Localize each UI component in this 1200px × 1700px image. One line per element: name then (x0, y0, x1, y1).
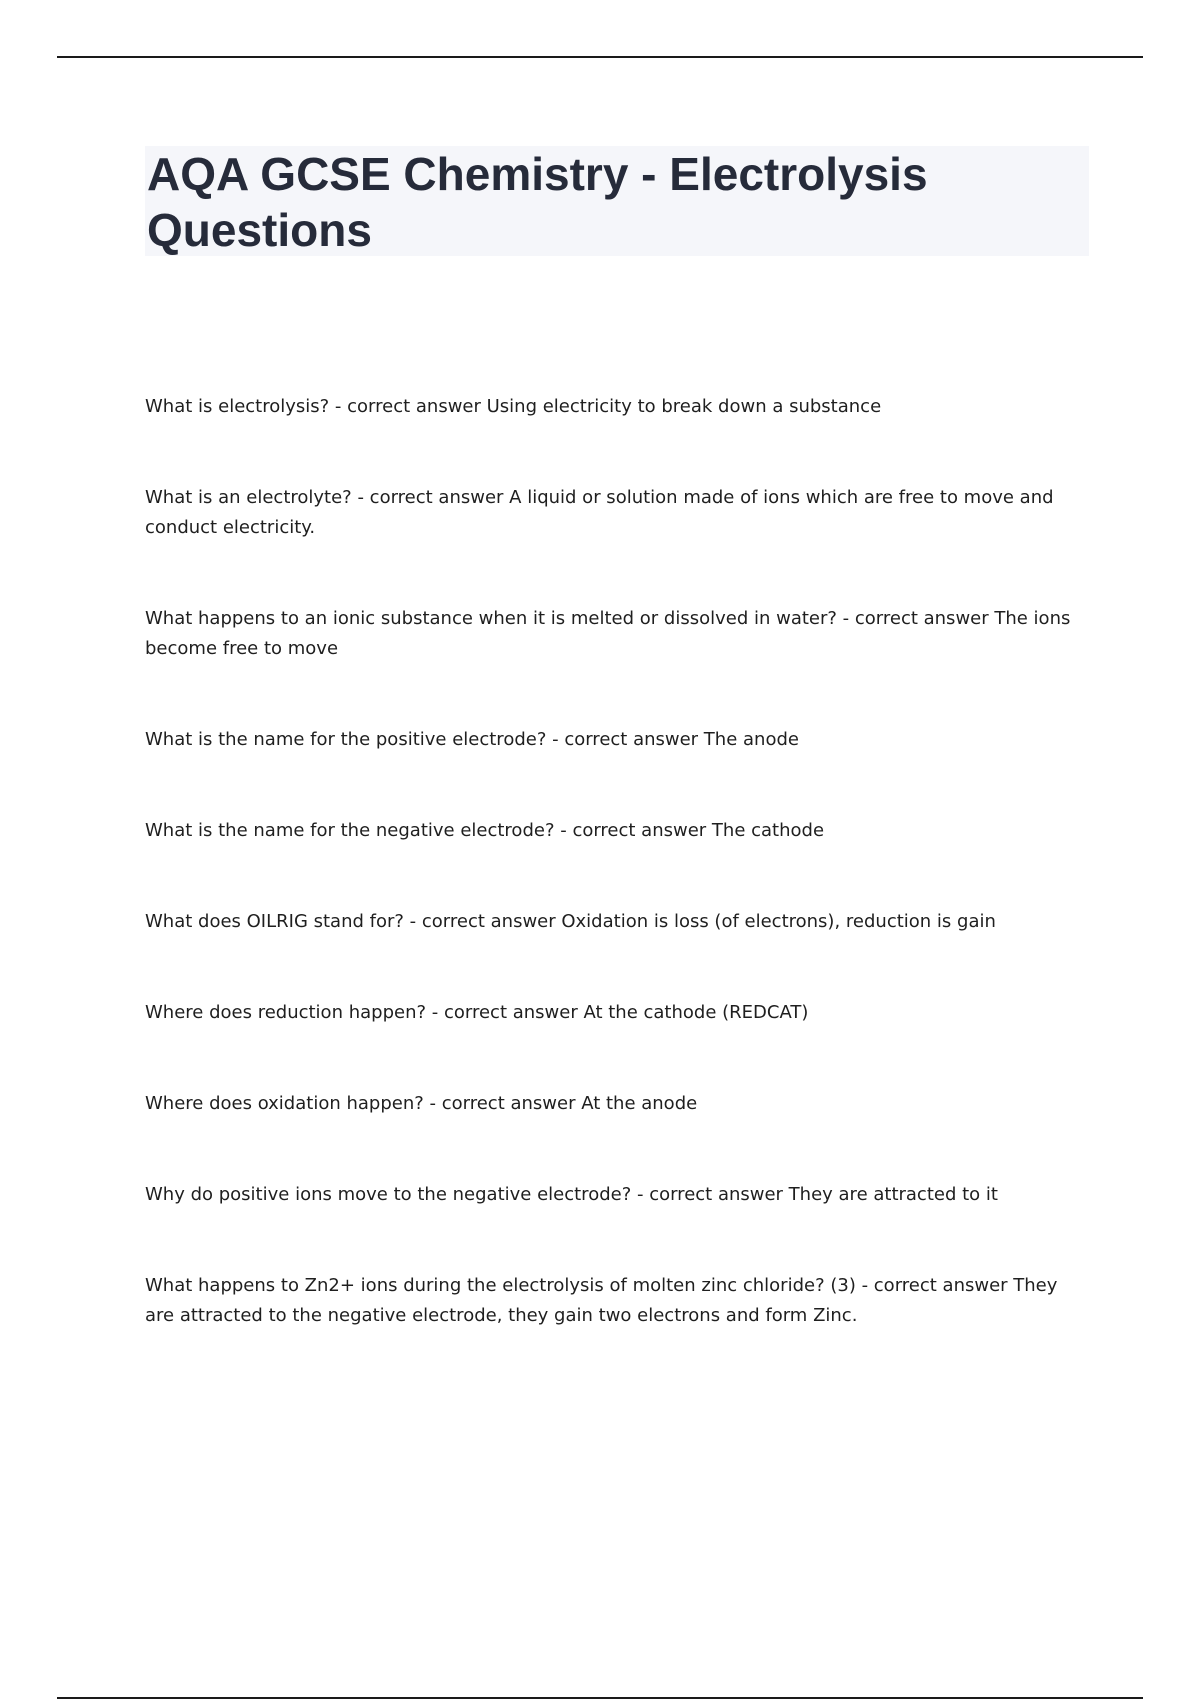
qa-item: Why do positive ions move to the negative electrode? - correct answer They are attracted to it (145, 1184, 998, 1205)
qa-item: Where does reduction happen? - correct answer At the cathode (REDCAT) (145, 1002, 809, 1023)
qa-item: What happens to an ionic substance when it is melted or dissolved in water? - correct answer The ions become free to move (145, 608, 1071, 659)
bottom-divider (57, 1697, 1143, 1699)
top-divider (57, 56, 1143, 58)
qa-item: What is the name for the positive electrode? - correct answer The anode (145, 729, 799, 750)
title-banner (145, 146, 1089, 256)
question-answer-list (145, 392, 1090, 1392)
qa-item: What happens to Zn2+ ions during the electrolysis of molten zinc chloride? (3) - correct answer They are attracted to the negative electrode, they gain two electrons and form Zinc. (145, 1275, 1058, 1326)
qa-item: What is electrolysis? - correct answer Using electricity to break down a substance (145, 396, 882, 417)
qa-item: What does OILRIG stand for? - correct answer Oxidation is loss (of electrons), reduction is gain (145, 911, 996, 932)
qa-item: What is an electrolyte? - correct answer A liquid or solution made of ions which are free to move and conduct electricity. (145, 487, 1054, 538)
page-title: AQA GCSE Chemistry - Electrolysis Questions (147, 148, 928, 256)
qa-item: Where does oxidation happen? - correct answer At the anode (145, 1093, 698, 1114)
qa-item: What is the name for the negative electrode? - correct answer The cathode (145, 820, 825, 841)
